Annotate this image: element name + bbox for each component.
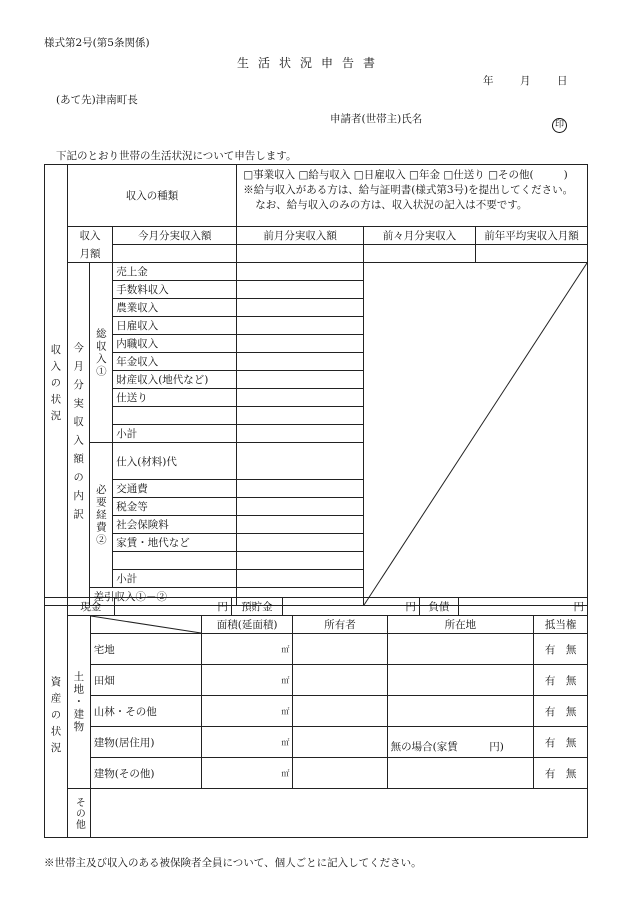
detail-label: 今月分実収入額の内訳 [67, 263, 90, 606]
gross-item-fee: 手数料収入 [113, 281, 237, 299]
assets-section [44, 597, 588, 838]
land-building-label: 土地・建物 [67, 616, 90, 789]
expense-item-materials: 仕入(材料)代 [113, 443, 237, 480]
mortgage-building-residential[interactable]: 有 無 [534, 727, 588, 758]
monthly-label-top: 収入 [67, 227, 112, 245]
page-title: 生活状況申告書 [237, 56, 385, 70]
gross-item-daily: 日雇収入 [113, 317, 237, 335]
m2-unit: ㎡ [281, 645, 290, 654]
expense-label: 必要経費② [90, 443, 113, 588]
location-farmland[interactable] [387, 665, 534, 696]
expense-value-rent[interactable] [237, 534, 364, 552]
income-type-label: 収入の種類 [67, 165, 237, 227]
date-month-label: 月 [520, 75, 531, 87]
income-section [44, 164, 588, 606]
monthly-value-2[interactable] [237, 245, 364, 263]
expense-value-transport[interactable] [237, 480, 364, 498]
date-year-label: 年 [483, 75, 494, 87]
expense-value-insurance[interactable] [237, 516, 364, 534]
gross-item-sales: 売上金 [113, 263, 237, 281]
m2-unit: ㎡ [281, 769, 290, 778]
row-residential-land: 宅地 [90, 634, 201, 665]
diagonal-cell [363, 263, 587, 606]
expense-item-transport: 交通費 [113, 480, 237, 498]
salary-only-note: なお、給与収入のみの方は、収入状況の記入は不要です。 [255, 199, 528, 211]
date-day-label: 日 [557, 75, 568, 87]
checkbox-allowance[interactable]: □仕送り [443, 169, 485, 181]
location-forest-other[interactable] [387, 696, 534, 727]
expense-value-blank[interactable] [237, 552, 364, 570]
no-house-rent-note: 無の場合(家賃 円) [390, 741, 504, 753]
owner-building-other[interactable] [293, 758, 387, 789]
mortgage-forest-other[interactable]: 有 無 [534, 696, 588, 727]
seal-icon: 印 [552, 118, 567, 133]
monthly-value-4[interactable] [475, 245, 587, 262]
assets-section-label: 資産の状況 [45, 598, 68, 838]
monthly-value-1[interactable] [113, 245, 237, 263]
header-diagonal-line [91, 616, 201, 633]
form-number: 様式第2号(第5条関係) [44, 37, 150, 49]
monthly-label-bottom: 月額 [67, 245, 112, 263]
location-building-other[interactable] [387, 758, 534, 789]
paren-close: ) [563, 169, 568, 181]
cash-row [67, 598, 587, 616]
area-building-residential[interactable] [201, 727, 293, 758]
m2-unit: ㎡ [281, 707, 290, 716]
intro-text: 下記のとおり世帯の生活状況について申告します。 [56, 150, 297, 162]
checkbox-daily[interactable]: □日雇収入 [353, 169, 406, 181]
mortgage-farmland[interactable]: 有 無 [534, 665, 588, 696]
gross-value-sidejob[interactable] [237, 335, 364, 353]
col-owner: 所有者 [293, 616, 387, 634]
gross-subtotal-label: 小計 [113, 425, 237, 443]
col-area: 面積(延面積) [201, 616, 293, 634]
col-location: 所在地 [387, 616, 534, 634]
income-type-checkboxes[interactable] [243, 168, 581, 183]
monthly-value-3-4 [363, 245, 587, 263]
m2-unit: ㎡ [281, 738, 290, 747]
row-building-residential: 建物(居住用) [90, 727, 201, 758]
net-income-label: 差引収入①－② [90, 588, 237, 606]
header-diagonal-cell [90, 616, 201, 634]
gross-value-daily[interactable] [237, 317, 364, 335]
owner-building-residential[interactable] [293, 727, 387, 758]
monthly-col-4: 前年平均実収入月額 [484, 230, 579, 242]
owner-farmland[interactable] [293, 665, 387, 696]
cash-value[interactable] [114, 598, 231, 615]
owner-residential-land[interactable] [293, 634, 387, 665]
debt-label: 負債 [419, 598, 458, 615]
row-forest-other: 山林・その他 [90, 696, 201, 727]
debt-yen: 円 [573, 601, 584, 613]
checkbox-business[interactable]: □事業収入 [243, 169, 296, 181]
area-farmland[interactable] [201, 665, 293, 696]
gross-item-farm: 農業収入 [113, 299, 237, 317]
location-building-residential[interactable] [387, 727, 534, 758]
gross-value-allowance[interactable] [237, 389, 364, 407]
income-section-label: 収入の状況 [45, 165, 68, 606]
income-type-options [237, 165, 588, 227]
monthly-col-1: 今月分実収入額 [113, 227, 237, 245]
m2-unit: ㎡ [281, 676, 290, 685]
salary-note: ※給与収入がある方は、給与証明書(様式第3号)を提出してください。 [243, 184, 574, 196]
gross-item-allowance: 仕送り [113, 389, 237, 407]
expense-item-tax: 税金等 [113, 498, 237, 516]
gross-value-property[interactable] [237, 371, 364, 389]
savings-value[interactable] [282, 598, 419, 615]
gross-item-pension: 年金収入 [113, 353, 237, 371]
mortgage-residential-land[interactable]: 有 無 [534, 634, 588, 665]
expense-item-rent: 家賃・地代など [113, 534, 237, 552]
other-assets-label: その他 [67, 789, 90, 838]
checkbox-pension[interactable]: □年金 [409, 169, 440, 181]
gross-value-blank[interactable] [237, 407, 364, 425]
expense-subtotal-value[interactable] [237, 570, 364, 588]
row-farmland: 田畑 [90, 665, 201, 696]
other-assets-value[interactable] [90, 789, 587, 838]
monthly-col-2: 前月分実収入額 [237, 227, 364, 245]
expense-value-materials[interactable] [237, 443, 364, 480]
area-forest-other[interactable] [201, 696, 293, 727]
gross-value-sales[interactable] [237, 263, 364, 281]
applicant-name-label: 申請者(世帯主)氏名 [330, 113, 423, 125]
monthly-col-3-4 [363, 227, 587, 245]
area-residential-land[interactable] [201, 634, 293, 665]
checkbox-salary[interactable]: □給与収入 [298, 169, 351, 181]
seal-mark [552, 112, 567, 133]
location-residential-land[interactable] [387, 634, 534, 665]
gross-value-fee[interactable] [237, 281, 364, 299]
addressee: (あて先)津南町長 [56, 94, 138, 106]
col-mortgage: 抵当権 [534, 616, 588, 634]
expense-value-tax[interactable] [237, 498, 364, 516]
cash-label: 現金 [68, 598, 115, 615]
footer-note: ※世帯主及び収入のある被保険者全員について、個人ごとに記入してください。 [44, 857, 422, 869]
expense-subtotal-label: 小計 [113, 570, 237, 588]
gross-item-sidejob: 内職収入 [113, 335, 237, 353]
gross-value-pension[interactable] [237, 353, 364, 371]
expense-item-insurance: 社会保険料 [113, 516, 237, 534]
monthly-col-3: 前々月分実収入 [364, 227, 476, 244]
savings-label: 預貯金 [231, 598, 282, 615]
gross-subtotal-value[interactable] [237, 425, 364, 443]
cash-yen: 円 [217, 601, 228, 613]
gross-label: 総収入① [90, 263, 113, 443]
checkbox-other[interactable]: □その他( [488, 169, 534, 181]
gross-item-property: 財産収入(地代など) [113, 371, 237, 389]
expense-item-blank[interactable] [113, 552, 237, 570]
row-building-other: 建物(その他) [90, 758, 201, 789]
mortgage-building-other[interactable]: 有 無 [534, 758, 588, 789]
gross-value-farm[interactable] [237, 299, 364, 317]
area-building-other[interactable] [201, 758, 293, 789]
debt-value[interactable] [458, 598, 587, 615]
monthly-value-3[interactable] [364, 245, 476, 262]
savings-yen: 円 [405, 601, 416, 613]
gross-item-blank[interactable] [113, 407, 237, 425]
diagonal-line [364, 263, 587, 605]
owner-forest-other[interactable] [293, 696, 387, 727]
